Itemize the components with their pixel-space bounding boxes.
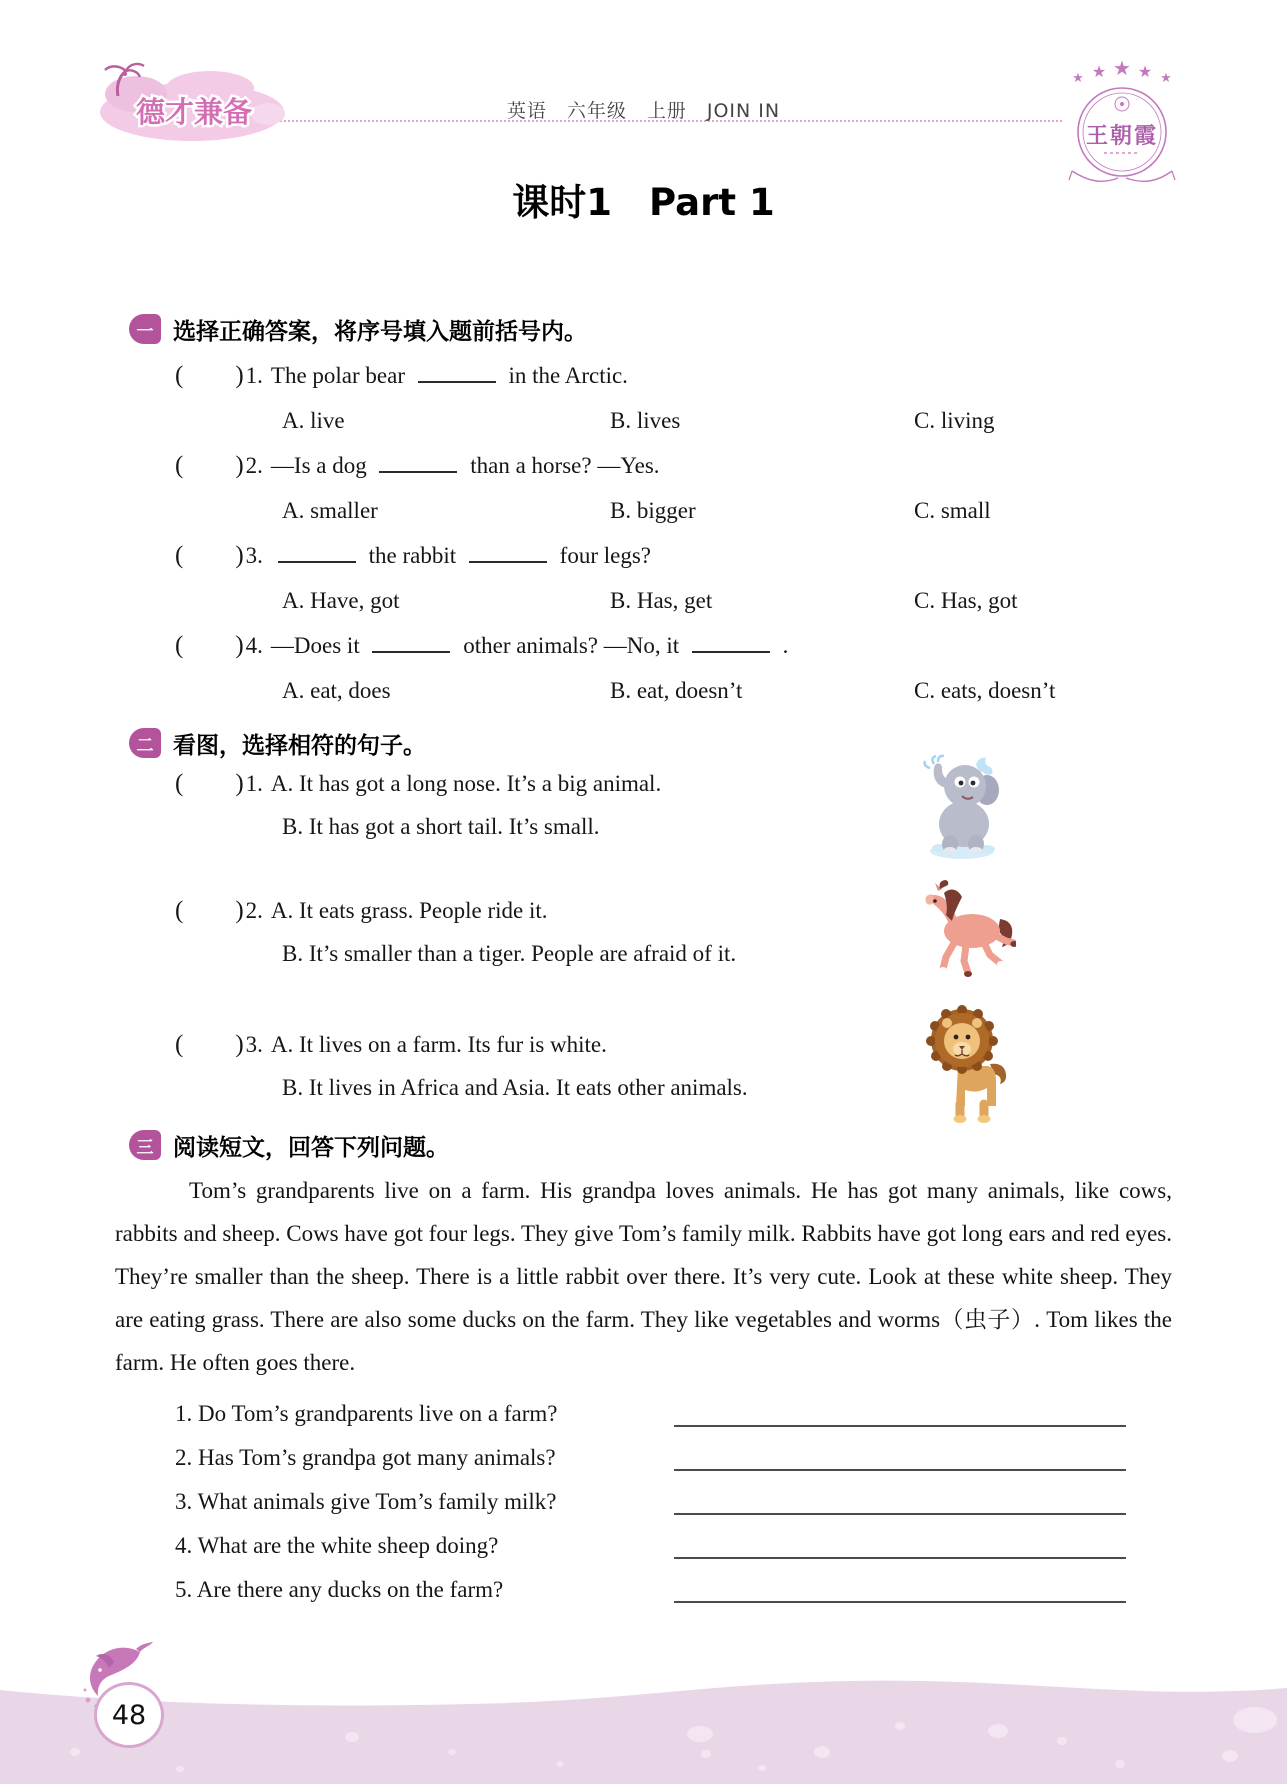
answer-line — [674, 1557, 1126, 1559]
choice-question-line — [175, 542, 1287, 570]
option-c: C. Has, got — [914, 588, 1018, 613]
svg-text:★: ★ — [1137, 62, 1153, 81]
section-header — [129, 727, 1287, 759]
bracket-open: ( — [175, 362, 184, 389]
section-picture-match — [0, 727, 1287, 1102]
stamp-stars-icon — [1072, 58, 1172, 86]
options-row — [282, 407, 1287, 435]
bracket-close: ) — [235, 542, 244, 569]
reading-question — [175, 1444, 1287, 1472]
bracket-close: ) — [235, 770, 244, 797]
options-row — [282, 587, 1287, 615]
option-a: A. smaller — [282, 498, 378, 523]
svg-text:★: ★ — [1091, 62, 1107, 81]
bracket-open: ( — [175, 452, 184, 479]
question-number: 1. — [245, 363, 263, 388]
question-number: 3. — [245, 1032, 263, 1057]
answer-line — [674, 1513, 1126, 1515]
picture-question-option-a — [175, 770, 1287, 798]
option-b: B. Has, get — [610, 588, 713, 613]
bracket-close: ) — [235, 1031, 244, 1058]
reading-question — [175, 1576, 1287, 1604]
option-c: C. eats, doesn’t — [914, 678, 1056, 703]
stamp-name: 王朝霞 — [1085, 123, 1159, 149]
page-content — [0, 311, 1287, 1604]
brand-text: 德才兼备 — [135, 95, 253, 129]
section-one-body — [0, 362, 1287, 705]
question-text: —Is a dog — [270, 453, 373, 478]
section-badge: 二 — [129, 728, 161, 758]
option-a: A. eat, does — [282, 678, 391, 703]
bracket-open: ( — [175, 770, 184, 797]
question-text: The polar bear — [270, 363, 411, 388]
question-text: in the Arctic. — [502, 363, 628, 388]
bracket-close: ) — [235, 632, 244, 659]
question-number: 1. — [245, 771, 263, 796]
option-b-text: B. It’s smaller than a tiger. People are afraid of it. — [282, 941, 737, 966]
answer-blank — [418, 376, 496, 383]
lion-image — [920, 1000, 1012, 1129]
bracket-open: ( — [175, 632, 184, 659]
question-number: 2. — [245, 453, 263, 478]
svg-text:★: ★ — [1160, 71, 1172, 86]
answer-blank — [278, 556, 356, 563]
answer-blank — [469, 556, 547, 563]
svg-text:★: ★ — [1113, 58, 1131, 80]
option-a-text: A. It eats grass. People ride it. — [270, 898, 548, 923]
elephant-image — [920, 752, 1006, 865]
footer-wave — [0, 1664, 1287, 1789]
picture-question-option-b — [282, 940, 1287, 968]
answer-line — [674, 1425, 1126, 1427]
reading-question — [175, 1400, 1287, 1428]
choice-question-line — [175, 362, 1287, 390]
answer-blank — [372, 646, 450, 653]
option-c: C. small — [914, 498, 991, 523]
reading-question-text: 4. What are the white sheep doing? — [175, 1533, 499, 1558]
reading-question-text: 1. Do Tom’s grandparents live on a farm? — [175, 1401, 558, 1426]
question-number: 3. — [245, 543, 263, 568]
section-instruction: 看图，选择相符的句子。 — [173, 732, 426, 759]
option-a: A. live — [282, 408, 345, 433]
answer-line — [674, 1601, 1126, 1603]
options-row — [282, 497, 1287, 525]
picture-question — [0, 1031, 1287, 1102]
choice-question-line — [175, 632, 1287, 660]
question-text: than a horse? —Yes. — [464, 453, 660, 478]
option-b: B. lives — [610, 408, 681, 433]
question-number: 2. — [245, 898, 263, 923]
bracket-open: ( — [175, 1031, 184, 1058]
question-text: four legs? — [553, 543, 651, 568]
reading-question — [175, 1488, 1287, 1516]
bracket-close: ) — [235, 362, 244, 389]
option-a-text: A. It has got a long nose. It’s a big animal. — [270, 771, 662, 796]
section-badge: 一 — [129, 314, 161, 344]
picture-question-option-a — [175, 1031, 1287, 1059]
picture-question — [0, 897, 1287, 968]
bracket-close: ) — [235, 897, 244, 924]
option-b: B. bigger — [610, 498, 696, 523]
answer-blank — [692, 646, 770, 653]
horse-image — [920, 875, 1016, 986]
bracket-open: ( — [175, 897, 184, 924]
section-instruction: 选择正确答案，将序号填入题前括号内。 — [173, 318, 587, 345]
page-title: 课时1 Part 1 — [512, 181, 775, 224]
choice-question-line — [175, 452, 1287, 480]
reading-question-text: 2. Has Tom’s grandpa got many animals? — [175, 1445, 556, 1470]
picture-question — [0, 770, 1287, 841]
subject-text: 英语 六年级 上册 JOIN IN — [506, 100, 781, 122]
option-b-text: B. It has got a short tail. It’s small. — [282, 814, 600, 839]
question-text: other animals? —No, it — [457, 633, 685, 658]
section-choose-answer — [0, 313, 1287, 705]
options-row — [282, 677, 1287, 705]
question-text: —Does it — [270, 633, 366, 658]
picture-question-option-a — [175, 897, 1287, 925]
section-badge: 三 — [129, 1130, 161, 1160]
svg-text:★: ★ — [1072, 71, 1084, 86]
reading-question — [175, 1532, 1287, 1560]
section-three-questions — [0, 1400, 1287, 1604]
section-reading — [0, 1129, 1287, 1604]
reading-passage: Tom’s grandparents live on a farm. His grandpa loves animals. He has got many animals, like cows, rabbits and sheep. Cows have got four legs. They give Tom’s family milk. Rabbits have got long ears and red eyes. They’re smaller than the sheep. There is a little rabbit over there. It’s very cute. Look at these white sheep. They are eating grass. There are also some ducks on the farm. They like vegetables and worms（虫子）. Tom likes the farm. He often goes there. — [115, 1178, 1172, 1375]
section-header — [129, 1129, 1287, 1161]
bracket-close: ) — [235, 452, 244, 479]
reading-question-text: 3. What animals give Tom’s family milk? — [175, 1489, 557, 1514]
section-two-body — [0, 770, 1287, 1102]
option-a: A. Have, got — [282, 588, 400, 613]
option-c: C. living — [914, 408, 995, 433]
option-b: B. eat, doesn’t — [610, 678, 743, 703]
option-a-text: A. It lives on a farm. Its fur is white. — [270, 1032, 607, 1057]
page-number: 48 — [111, 1699, 147, 1731]
picture-question-option-b — [282, 1074, 1287, 1102]
page-number-badge — [94, 1682, 164, 1748]
question-text: the rabbit — [362, 543, 462, 568]
section-instruction: 阅读短文，回答下列问题。 — [173, 1134, 449, 1161]
option-b-text: B. It lives in Africa and Asia. It eats other animals. — [282, 1075, 748, 1100]
answer-blank — [379, 466, 457, 473]
picture-question-option-b — [282, 813, 1287, 841]
bracket-open: ( — [175, 542, 184, 569]
section-header — [129, 313, 1287, 345]
question-text: . — [776, 633, 789, 658]
question-number: 4. — [245, 633, 263, 658]
answer-line — [674, 1469, 1126, 1471]
reading-question-text: 5. Are there any ducks on the farm? — [175, 1577, 504, 1602]
